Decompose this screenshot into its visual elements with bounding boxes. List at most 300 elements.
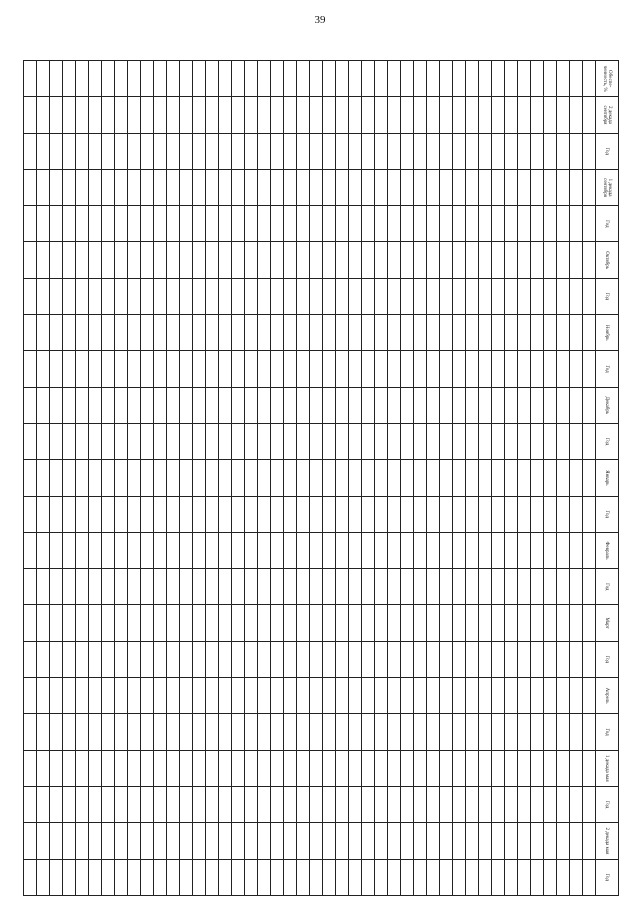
- table-cell: [427, 133, 440, 169]
- table-cell: [349, 351, 362, 387]
- table-cell: [76, 750, 89, 786]
- table-cell: [219, 351, 232, 387]
- table-cell: [492, 859, 505, 895]
- table-row: [115, 61, 128, 896]
- table-cell: [193, 786, 206, 822]
- table-cell: [505, 786, 518, 822]
- table-cell: [310, 532, 323, 568]
- table-cell: [271, 496, 284, 532]
- table-cell: [453, 206, 466, 242]
- column-header: Год: [596, 714, 619, 750]
- table-cell: [479, 823, 492, 859]
- table-row: [219, 61, 232, 896]
- table-cell: [310, 750, 323, 786]
- table-cell: [24, 641, 37, 677]
- table-cell: [284, 351, 297, 387]
- table-cell: [544, 605, 557, 641]
- table-cell: [492, 823, 505, 859]
- table-cell: [453, 460, 466, 496]
- table-cell: [440, 714, 453, 750]
- table-cell: [453, 61, 466, 97]
- table-cell: [557, 823, 570, 859]
- table-cell: [401, 678, 414, 714]
- table-cell: [76, 823, 89, 859]
- table-cell: [505, 387, 518, 423]
- table-cell: [570, 387, 583, 423]
- table-cell: [154, 532, 167, 568]
- table-cell: [310, 714, 323, 750]
- table-cell: [362, 569, 375, 605]
- table-cell: [531, 169, 544, 205]
- table-cell: [180, 569, 193, 605]
- table-cell: [102, 786, 115, 822]
- table-cell: [232, 97, 245, 133]
- table-cell: [375, 315, 388, 351]
- table-cell: [492, 750, 505, 786]
- table-cell: [128, 496, 141, 532]
- table-cell: [557, 859, 570, 895]
- table-cell: [180, 97, 193, 133]
- table-cell: [232, 714, 245, 750]
- column-header: Год: [596, 786, 619, 822]
- table-cell: [154, 859, 167, 895]
- table-cell: [570, 423, 583, 459]
- table-cell: [50, 569, 63, 605]
- table-cell: [492, 569, 505, 605]
- table-cell: [180, 460, 193, 496]
- table-cell: [375, 532, 388, 568]
- table-cell: [557, 278, 570, 314]
- table-cell: [440, 242, 453, 278]
- table-cell: [245, 61, 258, 97]
- table-cell: [349, 61, 362, 97]
- table-cell: [115, 97, 128, 133]
- table-row: [583, 61, 596, 896]
- table-cell: [492, 532, 505, 568]
- table-cell: [115, 823, 128, 859]
- table-cell: [271, 641, 284, 677]
- table-cell: [427, 496, 440, 532]
- table-cell: [193, 242, 206, 278]
- table-cell: [50, 786, 63, 822]
- table-cell: [375, 351, 388, 387]
- table-cell: [167, 423, 180, 459]
- table-cell: [401, 278, 414, 314]
- table-cell: [219, 97, 232, 133]
- table-cell: [583, 242, 596, 278]
- table-cell: [102, 278, 115, 314]
- table-cell: [505, 242, 518, 278]
- table-cell: [167, 278, 180, 314]
- table-cell: [102, 460, 115, 496]
- table-cell: [336, 496, 349, 532]
- table-cell: [427, 859, 440, 895]
- table-cell: [180, 169, 193, 205]
- table-cell: [401, 206, 414, 242]
- table-cell: [310, 496, 323, 532]
- table-cell: [388, 351, 401, 387]
- table-row: [141, 61, 154, 896]
- table-cell: [453, 242, 466, 278]
- table-cell: [167, 61, 180, 97]
- table-cell: [50, 169, 63, 205]
- table-cell: [258, 714, 271, 750]
- table-cell: [518, 678, 531, 714]
- table-cell: [479, 532, 492, 568]
- table-cell: [570, 278, 583, 314]
- table-cell: [505, 61, 518, 97]
- table-cell: [583, 569, 596, 605]
- table-cell: [518, 823, 531, 859]
- table-cell: [401, 859, 414, 895]
- table-cell: [492, 351, 505, 387]
- table-cell: [544, 641, 557, 677]
- table-cell: [63, 169, 76, 205]
- table-cell: [128, 532, 141, 568]
- table-cell: [518, 496, 531, 532]
- table-cell: [245, 496, 258, 532]
- table-cell: [518, 605, 531, 641]
- table-cell: [50, 496, 63, 532]
- table-cell: [76, 496, 89, 532]
- table-cell: [219, 823, 232, 859]
- table-cell: [362, 387, 375, 423]
- table-cell: [440, 859, 453, 895]
- table-cell: [167, 387, 180, 423]
- table-cell: [427, 678, 440, 714]
- table-cell: [232, 786, 245, 822]
- table-cell: [102, 823, 115, 859]
- table-cell: [349, 532, 362, 568]
- table-cell: [154, 387, 167, 423]
- table-cell: [492, 714, 505, 750]
- column-header: Январь: [596, 460, 619, 496]
- table-cell: [167, 206, 180, 242]
- table-cell: [297, 641, 310, 677]
- table-cell: [466, 859, 479, 895]
- table-cell: [401, 496, 414, 532]
- table-cell: [24, 351, 37, 387]
- table-cell: [544, 678, 557, 714]
- table-cell: [414, 97, 427, 133]
- table-cell: [258, 423, 271, 459]
- table-cell: [271, 278, 284, 314]
- table-cell: [271, 61, 284, 97]
- table-cell: [232, 569, 245, 605]
- table-cell: [284, 641, 297, 677]
- table-cell: [388, 823, 401, 859]
- table-cell: [284, 605, 297, 641]
- table-cell: [115, 61, 128, 97]
- table-cell: [180, 678, 193, 714]
- table-cell: [76, 569, 89, 605]
- table-cell: [63, 242, 76, 278]
- table-cell: [453, 351, 466, 387]
- table-cell: [414, 387, 427, 423]
- table-cell: [102, 532, 115, 568]
- table-cell: [141, 387, 154, 423]
- table-cell: [323, 169, 336, 205]
- table-cell: [427, 641, 440, 677]
- table-cell: [466, 496, 479, 532]
- table-cell: [141, 532, 154, 568]
- table-cell: [401, 351, 414, 387]
- table-cell: [362, 242, 375, 278]
- table-cell: [583, 786, 596, 822]
- table-cell: [466, 569, 479, 605]
- table-cell: [193, 823, 206, 859]
- table-cell: [89, 387, 102, 423]
- table-cell: [479, 605, 492, 641]
- table-cell: [492, 133, 505, 169]
- table-cell: [453, 278, 466, 314]
- table-cell: [24, 859, 37, 895]
- table-cell: [76, 387, 89, 423]
- table-cell: [583, 532, 596, 568]
- table-cell: [219, 169, 232, 205]
- table-cell: [219, 750, 232, 786]
- table-cell: [50, 61, 63, 97]
- table-cell: [505, 569, 518, 605]
- table-cell: [141, 786, 154, 822]
- table-cell: [128, 423, 141, 459]
- table-cell: [89, 315, 102, 351]
- table-cell: [102, 315, 115, 351]
- table-cell: [115, 532, 128, 568]
- table-cell: [414, 823, 427, 859]
- table-cell: [362, 423, 375, 459]
- table-cell: [24, 169, 37, 205]
- table-cell: [37, 315, 50, 351]
- supply-percentage-table: [23, 60, 619, 896]
- column-header: 2 декада сентября: [596, 97, 619, 133]
- table-cell: [63, 859, 76, 895]
- table-cell: [245, 714, 258, 750]
- table-cell: [375, 569, 388, 605]
- table-cell: [362, 714, 375, 750]
- table-cell: [310, 569, 323, 605]
- table-cell: [284, 532, 297, 568]
- table-cell: [258, 641, 271, 677]
- table-cell: [531, 278, 544, 314]
- table-row: [154, 61, 167, 896]
- table-cell: [232, 169, 245, 205]
- table-cell: [206, 532, 219, 568]
- table-cell: [336, 423, 349, 459]
- table-cell: [583, 206, 596, 242]
- table-cell: [89, 242, 102, 278]
- table-cell: [89, 605, 102, 641]
- table-cell: [102, 97, 115, 133]
- table-cell: [336, 714, 349, 750]
- table-cell: [24, 133, 37, 169]
- table-cell: [388, 278, 401, 314]
- table-cell: [362, 786, 375, 822]
- table-cell: [37, 133, 50, 169]
- table-cell: [154, 750, 167, 786]
- table-cell: [258, 605, 271, 641]
- table-cell: [583, 133, 596, 169]
- table-cell: [570, 242, 583, 278]
- table-cell: [141, 496, 154, 532]
- table-cell: [557, 641, 570, 677]
- table-cell: [258, 133, 271, 169]
- table-cell: [531, 714, 544, 750]
- table-cell: [258, 532, 271, 568]
- table-cell: [245, 387, 258, 423]
- table-cell: [375, 823, 388, 859]
- column-header: Декабрь: [596, 387, 619, 423]
- table-cell: [284, 460, 297, 496]
- table-cell: [115, 423, 128, 459]
- table-cell: [245, 460, 258, 496]
- table-cell: [37, 278, 50, 314]
- table-row: [440, 61, 453, 896]
- table-cell: [362, 678, 375, 714]
- table-cell: [154, 496, 167, 532]
- table-cell: [76, 714, 89, 750]
- table-cell: [128, 242, 141, 278]
- table-cell: [492, 169, 505, 205]
- table-cell: [167, 351, 180, 387]
- table-cell: [219, 859, 232, 895]
- table-cell: [219, 61, 232, 97]
- column-header: Октябрь: [596, 242, 619, 278]
- table-cell: [362, 61, 375, 97]
- table-cell: [349, 315, 362, 351]
- table-cell: [141, 61, 154, 97]
- table-cell: [284, 714, 297, 750]
- table-cell: [180, 750, 193, 786]
- column-header: 2 декада мая: [596, 823, 619, 859]
- table-cell: [440, 750, 453, 786]
- table-cell: [570, 569, 583, 605]
- table-cell: [544, 206, 557, 242]
- table-cell: [219, 315, 232, 351]
- table-cell: [505, 532, 518, 568]
- table-cell: [76, 315, 89, 351]
- table-cell: [310, 351, 323, 387]
- table-cell: [154, 133, 167, 169]
- table-cell: [193, 859, 206, 895]
- table-cell: [362, 315, 375, 351]
- table-cell: [557, 387, 570, 423]
- table-cell: [375, 169, 388, 205]
- table-cell: [167, 859, 180, 895]
- table-cell: [323, 351, 336, 387]
- table-cell: [193, 496, 206, 532]
- table-cell: [271, 242, 284, 278]
- table-cell: [466, 678, 479, 714]
- table-cell: [245, 678, 258, 714]
- table-cell: [245, 569, 258, 605]
- table-cell: [63, 823, 76, 859]
- table-cell: [479, 641, 492, 677]
- table-cell: [297, 532, 310, 568]
- table-cell: [518, 786, 531, 822]
- table-cell: [440, 605, 453, 641]
- table-cell: [479, 133, 492, 169]
- table-cell: [206, 496, 219, 532]
- table-cell: [336, 641, 349, 677]
- table-cell: [531, 133, 544, 169]
- table-cell: [37, 569, 50, 605]
- table-cell: [505, 859, 518, 895]
- table-row: [531, 61, 544, 896]
- table-cell: [245, 786, 258, 822]
- table-cell: [24, 61, 37, 97]
- table-cell: [453, 496, 466, 532]
- table-cell: [115, 278, 128, 314]
- table-cell: [37, 678, 50, 714]
- table-cell: [271, 750, 284, 786]
- table-cell: [180, 242, 193, 278]
- column-header: 1 декада мая: [596, 750, 619, 786]
- table-cell: [453, 750, 466, 786]
- table-cell: [258, 206, 271, 242]
- table-cell: [583, 61, 596, 97]
- table-cell: [193, 641, 206, 677]
- table-cell: [570, 315, 583, 351]
- table-cell: [336, 206, 349, 242]
- table-cell: [271, 678, 284, 714]
- table-cell: [180, 351, 193, 387]
- table-cell: [427, 569, 440, 605]
- table-cell: [401, 315, 414, 351]
- table-cell: [219, 714, 232, 750]
- table-cell: [336, 678, 349, 714]
- table-cell: [102, 133, 115, 169]
- table-cell: [388, 750, 401, 786]
- table-cell: [531, 460, 544, 496]
- table-cell: [258, 786, 271, 822]
- table-cell: [245, 351, 258, 387]
- table-cell: [50, 859, 63, 895]
- table-cell: [271, 786, 284, 822]
- table-cell: [531, 387, 544, 423]
- table-cell: [349, 823, 362, 859]
- table-cell: [323, 97, 336, 133]
- table-cell: [297, 206, 310, 242]
- table-cell: [206, 206, 219, 242]
- table-cell: [544, 714, 557, 750]
- table-cell: [284, 61, 297, 97]
- table-cell: [24, 206, 37, 242]
- table-cell: [167, 605, 180, 641]
- table-cell: [63, 532, 76, 568]
- table-cell: [544, 133, 557, 169]
- table-cell: [440, 315, 453, 351]
- table-cell: [310, 460, 323, 496]
- table-cell: [284, 169, 297, 205]
- table-cell: [284, 569, 297, 605]
- table-cell: [128, 823, 141, 859]
- table-cell: [336, 786, 349, 822]
- table-cell: [570, 786, 583, 822]
- table-cell: [518, 423, 531, 459]
- table-cell: [206, 423, 219, 459]
- table-cell: [388, 532, 401, 568]
- table-cell: [505, 678, 518, 714]
- table-cell: [388, 641, 401, 677]
- table-cell: [310, 278, 323, 314]
- table-cell: [583, 387, 596, 423]
- table-cell: [544, 460, 557, 496]
- table-cell: [102, 387, 115, 423]
- table-cell: [154, 678, 167, 714]
- table-cell: [102, 61, 115, 97]
- table-cell: [388, 678, 401, 714]
